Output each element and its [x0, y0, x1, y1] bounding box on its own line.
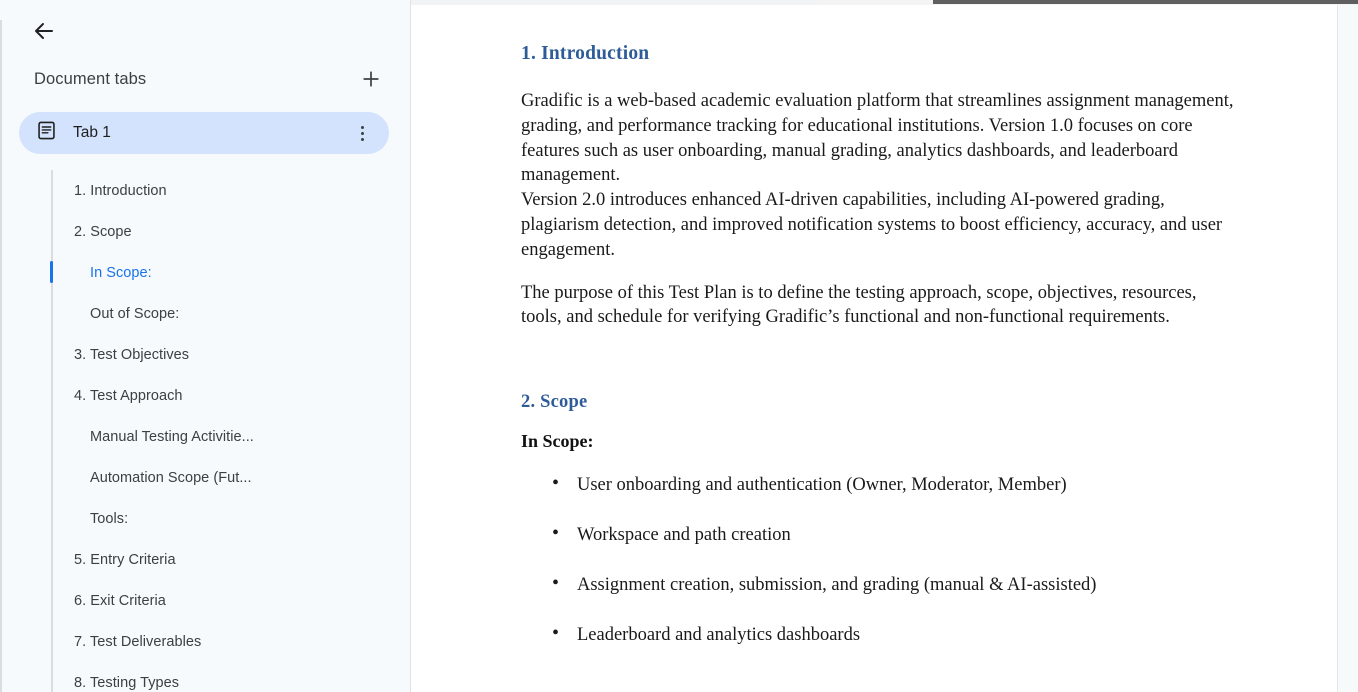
in-scope-bullet-list — [521, 472, 1241, 672]
document-tabs-title: Document tabs — [34, 69, 147, 88]
page-right-margin — [1337, 5, 1358, 692]
document-tab-label: Tab 1 — [73, 124, 111, 141]
outline-item-manual-testing-activities[interactable]: Manual Testing Activitie... — [90, 428, 254, 445]
list-item: • User onboarding and authentication (Owner, Moderator, Member) — [521, 472, 1241, 522]
outline-item-testing-types[interactable]: 8. Testing Types — [74, 674, 180, 691]
document-canvas — [411, 0, 1358, 692]
list-item: • Assignment creation, submission, and grading (manual & AI-assisted) — [521, 572, 1241, 622]
outline-item-in-scope[interactable]: In Scope: — [0, 252, 410, 293]
back-arrow-icon[interactable] — [24, 11, 64, 51]
outline-item-introduction[interactable]: 1. Introduction — [74, 182, 167, 199]
document-tabs-header — [0, 62, 410, 96]
paragraph-purpose: The purpose of this Test Plan is to define the testing approach, scope, objectives, resources, tools, and schedule for verifying Gradific’s functional and non-functional requirements. — [521, 282, 1197, 328]
outline-item-automation-scope[interactable]: Automation Scope (Fut... — [90, 469, 252, 486]
sidebar-back-row — [0, 0, 410, 62]
document-tab-item-1[interactable] — [19, 112, 389, 154]
scrollbar-thumb[interactable] — [933, 0, 1358, 4]
document-page[interactable] — [411, 5, 1337, 692]
outline-item-test-deliverables[interactable]: 7. Test Deliverables — [74, 633, 202, 650]
outline-item-tools[interactable]: Tools: — [90, 510, 129, 527]
paragraph-introduction: Gradific is a web-based academic evaluation platform that streamlines assignment management, grading, and performance tracking for educational institutions. Version 1.0 focuses on core features such as user onboarding, manual grading, analytics dashboards, and leaderboard management. — [521, 91, 1234, 186]
outline-item-out-of-scope[interactable]: Out of Scope: — [90, 305, 180, 322]
outline-item-entry-criteria[interactable]: 5. Entry Criteria — [74, 551, 176, 568]
document-outline-list — [0, 170, 410, 692]
horizontal-scrollbar[interactable] — [822, 0, 1358, 5]
outline-item-test-objectives[interactable]: 3. Test Objectives — [74, 346, 190, 363]
add-tab-button[interactable] — [356, 64, 386, 94]
paragraph-introduction-version2: Version 2.0 introduces enhanced AI-driven capabilities, including AI-powered grading, plagiarism detection, and improved notification systems to boost efficiency, accuracy, and user engagement. — [521, 190, 1223, 260]
document-tabs-sidebar — [0, 0, 411, 692]
heading-scope: 2. Scope — [521, 392, 588, 413]
outline-item-scope[interactable]: 2. Scope — [74, 223, 132, 240]
outline-item-test-approach[interactable]: 4. Test Approach — [74, 387, 183, 404]
subheading-in-scope: In Scope: — [521, 431, 594, 452]
heading-introduction: 1. Introduction — [521, 43, 650, 64]
outline-item-exit-criteria[interactable]: 6. Exit Criteria — [74, 592, 166, 609]
list-item: • Workspace and path creation — [521, 522, 1241, 572]
kebab-menu-icon[interactable] — [349, 120, 375, 146]
list-item: • Leaderboard and analytics dashboards — [521, 622, 1241, 672]
document-icon — [36, 120, 57, 146]
